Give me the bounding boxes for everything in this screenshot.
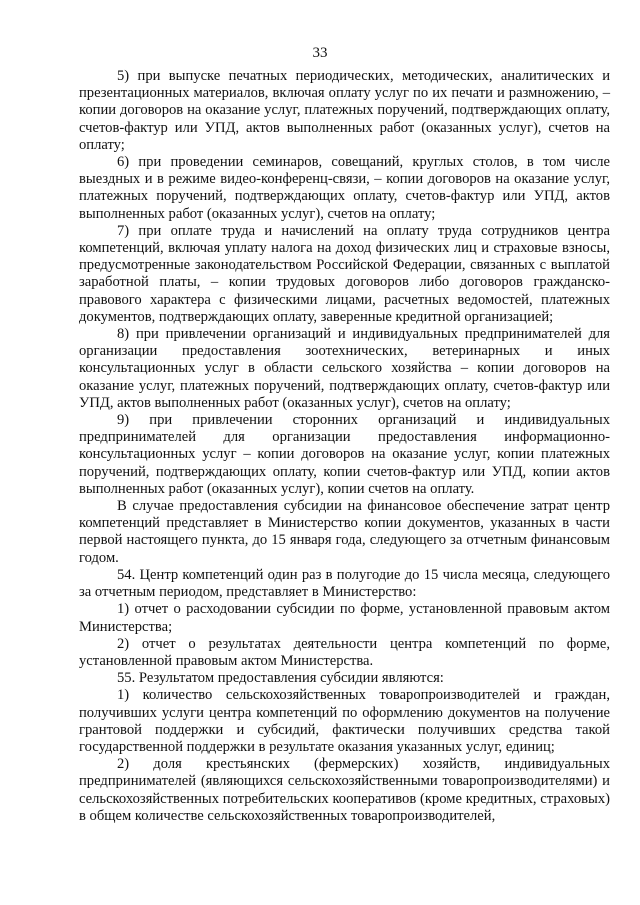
paragraph-item-9: 9) при привлечении сторонних организаций и индивидуальных предпринимателей для организации предоставления информационно-консультационных услуг – копии договоров на оказание услуг, копии платежных поручений, подтверждающих оплату, копии счетов-фактур или УПД, копии актов выполненных работ (оказанных услуг), копии счетов на оплату.	[79, 412, 610, 497]
paragraph-item-6: 6) при проведении семинаров, совещаний, круглых столов, в том числе выездных и в режиме видео-конференц-связи, – копии договоров на оказание услуг, платежных поручений, подтверждающих оплату, счетов-фактур или УПД, актов выполненных работ (оказанных услуг), счетов на оплату;	[79, 154, 610, 222]
document-body	[79, 68, 610, 825]
paragraph-clause-55-item-2: 2) доля крестьянских (фермерских) хозяйств, индивидуальных предпринимателей (являющихся сельскохозяйственными товаропроизводителями) и сельскохозяйственных потребительских кооперативов (кроме кредитных, страховых) в общем количестве сельскохозяйственных товаропроизводителей,	[79, 756, 610, 824]
paragraph-clause-54: 54. Центр компетенций один раз в полугодие до 15 числа месяца, следующего за отчетным периодом, представляет в Министерство:	[79, 566, 610, 601]
paragraph-item-5: 5) при выпуске печатных периодических, методических, аналитических и презентационных материалов, включая оплату услуг по их печати и размножению, – копии договоров на оказание услуг, платежных поручений, подтверждающих оплату, счетов-фактур или УПД, актов выполненных работ (оказанных услуг), счетов на оплату;	[79, 68, 610, 153]
paragraph-clause-55: 55. Результатом предоставления субсидии являются:	[117, 670, 444, 687]
paragraph-item-7: 7) при оплате труда и начислений на оплату труда сотрудников центра компетенций, включая уплату налога на доход физических лиц и страховые взносы, предусмотренные законодательством Российской Федерации, связанных с выплатой заработной платы, – копии трудовых договоров либо договоров гражданско-правового характера с физическими лицами, расчетных ведомостей, платежных документов, подтверждающих оплату, заверенные кредитной организацией;	[79, 222, 610, 325]
paragraph-item-8: 8) при привлечении организаций и индивидуальных предпринимателей для организации предоставления зоотехнических, ветеринарных и иных консультационных услуг в области сельского хозяйства – копии договоров на оказание услуг, платежных поручений, подтверждающих оплату, счетов-фактур или УПД, актов выполненных работ (оказанных услуг), счетов на оплату;	[79, 326, 610, 411]
paragraph-clause-54-item-1: 1) отчет о расходовании субсидии по форме, установленной правовым актом Министерства;	[79, 601, 610, 635]
paragraph-clause-54-item-2: 2) отчет о результатах деятельности центра компетенций по форме, установленной правовым актом Министерства.	[79, 635, 610, 669]
page-number: 33	[312, 45, 328, 61]
paragraph-subsidy-documents: В случае предоставления субсидии на финансовое обеспечение затрат центр компетенций представляет в Министерство копии документов, указанных в части первой настоящего пункта, до 15 января года, следующего за отчетным финансовым годом.	[79, 498, 610, 566]
paragraph-clause-55-item-1: 1) количество сельскохозяйственных товаропроизводителей и граждан, получивших услуги центра компетенций по оформлению документов на получение грантовой поддержки и субсидий, фактически получивших средства такой государственной поддержки в результате оказания указанных услуг, единиц;	[79, 687, 610, 755]
